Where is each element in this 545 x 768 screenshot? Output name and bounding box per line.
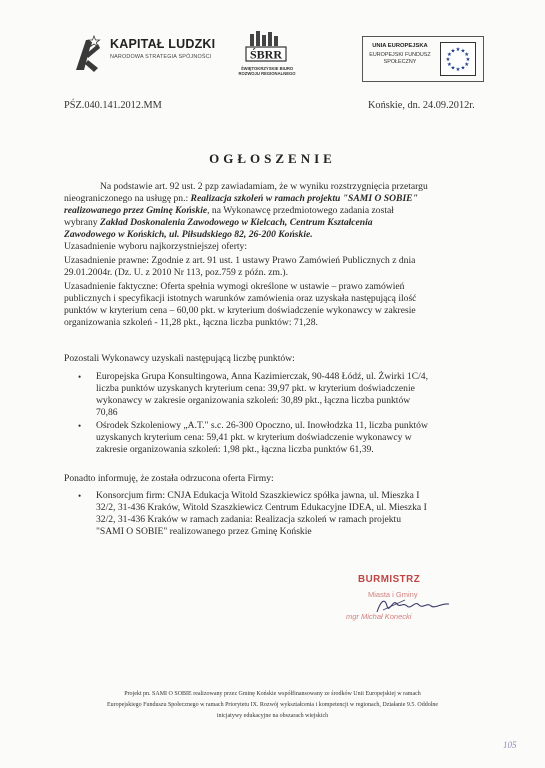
sbrr-logo-text: ŚBRR — [249, 47, 283, 62]
list-item-line: zakresie organizowania szkoleń: 1,98 pkt., łączna liczba punktów 61,39. — [96, 444, 374, 455]
justification-heading: Uzasadnienie wyboru najkorzystniejszej oferty: — [64, 241, 248, 252]
list-item-line: 70,86 — [96, 407, 118, 418]
list-item-line: 32/2, 31-436 Kraków, Witold Szaszkiewicz Centrum Edukacyjne IDEA, ul. Mieszka I — [96, 502, 427, 513]
winner-address: Zawodowego w Końskich, ul. Piłsudskiego 82, 26-200 Końskie. — [64, 229, 313, 240]
eu-star-icon: ★ — [455, 67, 461, 73]
kapital-ludzki-subtitle: NARODOWA STRATEGIA SPÓJNOŚCI — [110, 54, 212, 60]
legal-justification-line-1: Uzasadnienie prawne: Zgodnie z art. 91 ust. 1 ustawy Prawo Zamówień Publicznych z dnia — [64, 255, 416, 266]
others-heading: Pozostali Wykonawcy uzyskali następującą liczbę punktów: — [64, 353, 295, 364]
list-item-line: uzyskanych kryterium cena: 59,41 pkt. w kryterium doświadczenie wykonawcy w — [96, 432, 412, 443]
list-item-line: Konsorcjum firm: CNJA Edukacja Witold Szaszkiewicz spółka jawna, ul. Mieszka I — [96, 490, 420, 501]
eu-star-icon: ★ — [464, 62, 470, 68]
kapital-ludzki-emblem-icon — [72, 34, 102, 74]
intro-line-1: Na podstawie art. 92 ust. 2 pzp zawiadamiam, że w wyniku rozstrzygnięcia przetargu — [100, 181, 428, 192]
page-number: 105 — [503, 740, 517, 750]
intro-line-3: realizowanego przez Gminę Końskie, na Wykonawcę przedmiotowego zadania został — [64, 205, 394, 216]
list-item-line: Ośrodek Szkoleniowy „A.T." s.c. 26-300 Opoczno, ul. Inowłodzka 11, liczba punktów — [96, 420, 428, 431]
stamp-subtitle: Miasta i Gminy — [368, 590, 418, 599]
date-line: Końskie, dn. 24.09.2012r. — [368, 100, 475, 111]
reference-number: PŚZ.040.141.2012.MM — [64, 100, 162, 111]
eu-star-icon: ★ — [464, 52, 470, 58]
intro-line-2: nieograniczonego na usługę pn.: Realizacja szkoleń w ramach projektu "SAMI O SOBIE" — [64, 193, 418, 204]
eu-star-icon: ★ — [460, 48, 466, 55]
footer-line-3: inicjatywy edukacyjne na obszarach wiejskich — [216, 713, 329, 719]
eu-star-icon: ★ — [450, 65, 456, 72]
eu-title: UNIA EUROPEJSKA — [372, 43, 428, 49]
footer-line-2: Europejskiego Funduszu Społecznego w ramach Priorytetu IX. Rozwój wykształcenia i kompetencji w regionach, Działanie 9.5. Oddolne — [106, 702, 439, 708]
factual-justification-line-2: publicznych i specyfikacji istotnych warunków zamówienia oraz uzyskała następującą ilość — [64, 293, 417, 304]
stamp-title: BURMISTRZ — [358, 574, 421, 585]
project-name: Realizacja szkoleń w ramach projektu "SAMI O SOBIE" — [190, 193, 418, 204]
factual-justification-line-4: organizowania szkoleń - 11,28 pkt., łączna liczba punktów: 71,28. — [64, 317, 318, 328]
list-item-line: Europejska Grupa Konsultingowa, Anna Kazimierczak, 90-448 Łódź, ul. Żwirki 1C/4, — [96, 371, 428, 382]
eu-star-icon: ★ — [450, 48, 456, 55]
sbrr-logo-icon — [244, 30, 288, 64]
legal-justification-line-2: 29.01.2004r. (Dz. U. z 2010 Nr 113, poz.759 z późn. zm.). — [64, 267, 288, 278]
bullet-icon: • — [78, 491, 82, 501]
bullet-icon: • — [78, 421, 82, 431]
eu-star-icon: ★ — [445, 57, 451, 63]
list-item-line: liczba punktów uzyskanych kryterium cena: 39,97 pkt. w kryterium doświadczenie — [96, 383, 415, 394]
eu-subtitle: EUROPEJSKI FUNDUSZ SPOŁECZNY — [369, 52, 431, 65]
stamp-signatory: mgr Michał Konecki — [346, 612, 412, 621]
eu-star-icon: ★ — [446, 62, 452, 68]
factual-justification-line-3: punktów w kryterium cena – 60,00 pkt. w kryterium doświadczenie wykonawcy w zakresie — [64, 305, 416, 316]
rejected-heading: Ponadto informuję, że została odrzucona oferta Firmy: — [64, 473, 274, 484]
list-item-line: wykonawcy w zakresie organizowania szkoleń: 30,89 pkt., łączna liczba punktów — [96, 395, 411, 406]
list-item-line: "SAMI O SOBIE" realizowanego przez Gminę Końskie — [96, 526, 312, 537]
page-title: OGŁOSZENIE — [209, 151, 336, 166]
winner-name: Zakład Doskonalenia Zawodowego w Kielcach, Centrum Kształcenia — [99, 217, 373, 228]
bullet-icon: • — [78, 372, 82, 382]
list-item-line: 32/2, 31-436 Kraków w ramach zadania: Realizacja szkoleń w ramach projektu — [96, 514, 402, 525]
sbrr-subtitle: ŚWIĘTOKRZYSKIE BIURO ROZWOJU REGIONALNEGO — [238, 66, 296, 76]
intro-line-4: wybrany Zakład Doskonalenia Zawodowego w Kielcach, Centrum Kształcenia — [64, 217, 373, 228]
factual-justification-line-1: Uzasadnienie faktyczne: Oferta spełnia wymogi określone w ustawie – prawo zamówień — [64, 281, 405, 292]
footer-line-1: Projekt pn. SAMI O SOBIE realizowany przez Gminę Końskie współfinansowany ze środków Unii Europejskiej w ramach — [124, 691, 421, 697]
eu-star-icon: ★ — [455, 47, 461, 53]
kapital-ludzki-title: KAPITAŁ LUDZKI — [110, 37, 216, 51]
eu-flag-icon — [440, 42, 476, 76]
eu-star-icon: ★ — [465, 57, 471, 63]
eu-star-icon: ★ — [446, 52, 452, 58]
eu-star-icon: ★ — [460, 65, 466, 72]
project-owner: realizowanego przez Gminę Końskie — [64, 205, 208, 216]
